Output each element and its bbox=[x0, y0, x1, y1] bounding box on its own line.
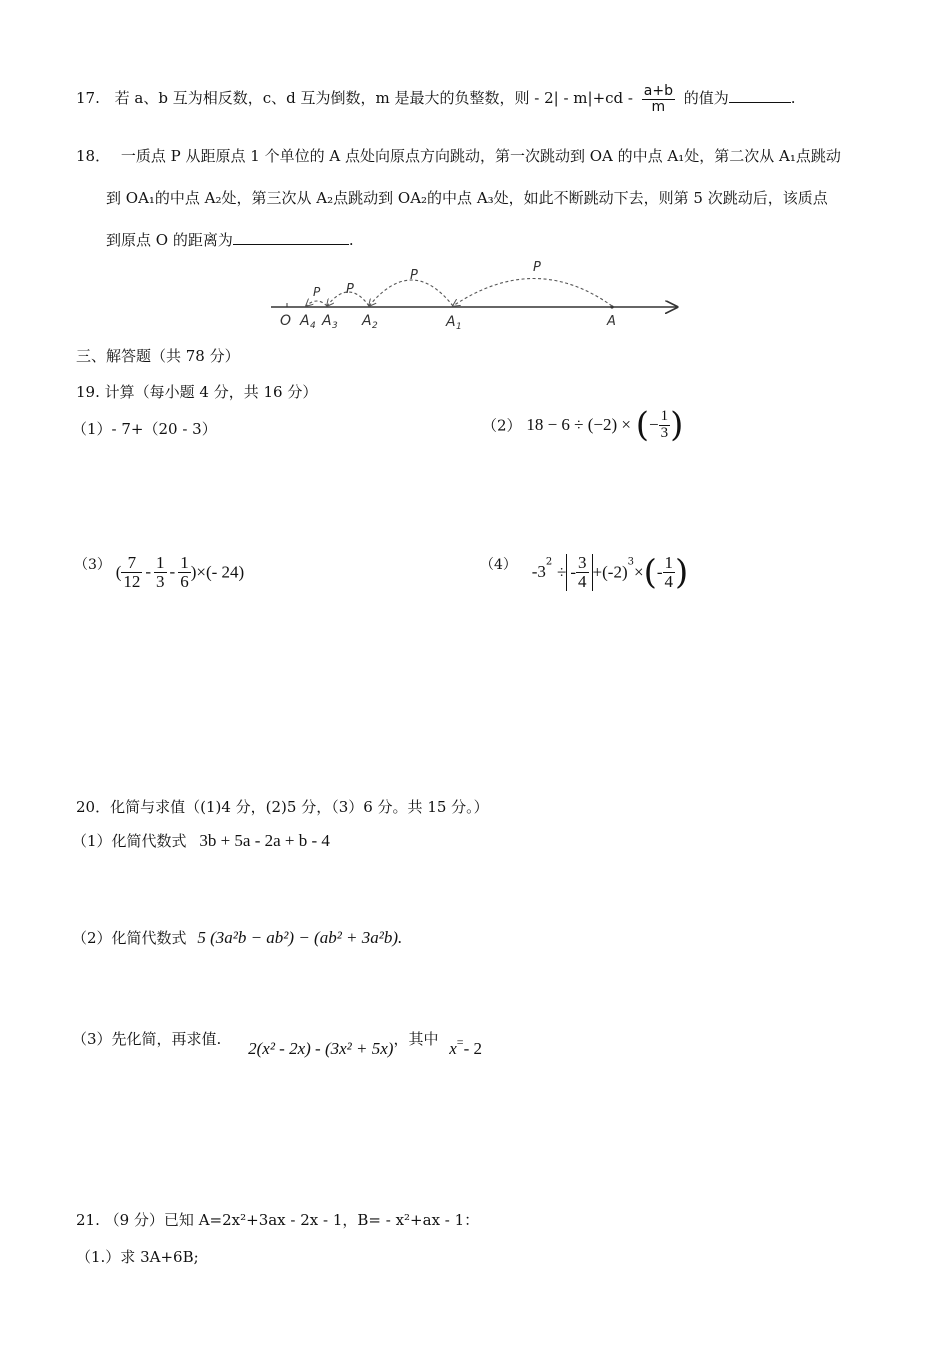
q20-part3-var: x bbox=[449, 1039, 457, 1058]
q19-part3-label: （3） bbox=[74, 557, 111, 573]
q19-part4-frac1-num: 3 bbox=[578, 553, 587, 572]
q19-part4 bbox=[480, 554, 688, 591]
q19-part4-lparen: ( bbox=[643, 552, 657, 593]
q17-answer-blank[interactable] bbox=[729, 88, 791, 103]
q21-part1: （1.）求 3A+6B; bbox=[76, 1248, 199, 1266]
q19-part4-frac2-den: 4 bbox=[664, 571, 674, 591]
q17-frac-num: a+b bbox=[643, 83, 673, 99]
q19-part2-rparen: ) bbox=[670, 405, 684, 445]
label-a: A bbox=[607, 314, 616, 329]
q17-number: 17. bbox=[76, 89, 100, 108]
q19-part4-div: ÷ bbox=[557, 562, 567, 582]
q20-part1 bbox=[72, 830, 330, 851]
q19-part4-exp: 2 bbox=[545, 556, 553, 568]
jump-arc-2 bbox=[369, 280, 453, 306]
q19-part4-neg2: - bbox=[656, 562, 663, 582]
q19-part4-frac1-den: 4 bbox=[578, 571, 587, 591]
q18-line3 bbox=[106, 229, 354, 250]
q19-part3 bbox=[74, 554, 244, 591]
q19-part2-frac-den: 3 bbox=[660, 424, 669, 441]
jump-label-3: P bbox=[346, 282, 354, 297]
q19-title: 19. 计算（每小题 4 分，共 16 分） bbox=[76, 383, 318, 401]
q18-number: 18． bbox=[76, 147, 111, 165]
q19-part4-base: -3 bbox=[531, 562, 546, 582]
label-origin: O bbox=[280, 313, 292, 329]
q19-part3-frac3-den: 6 bbox=[180, 571, 189, 591]
number-line-figure bbox=[265, 256, 685, 334]
q20-part2-expr: 5 (3a²b − ab²) − (ab² + 3a²b). bbox=[197, 928, 403, 947]
q19-part4-neg: - bbox=[570, 562, 577, 582]
jump-arc-4 bbox=[306, 301, 327, 306]
q17 bbox=[76, 84, 796, 114]
q17-text: 若 a、b 互为相反数，c、d 互为倒数，m 是最大的负整数，则 - 2| - m|+cd - bbox=[114, 89, 633, 108]
q20-part1-expr: 3b + 5a - 2a + b - 4 bbox=[199, 831, 330, 850]
label-a1: A bbox=[446, 314, 456, 330]
q19-part3-tail: )×(- 24) bbox=[190, 562, 245, 582]
q19-part3-frac3 bbox=[178, 554, 191, 591]
q19-part3-frac2 bbox=[154, 554, 167, 591]
q21-title: 21. （9 分）已知 A=2x²+3ax - 2x - 1，B= - x²+ax - 1： bbox=[76, 1211, 480, 1229]
q17-text-tail: 的值为 bbox=[683, 89, 729, 108]
q19-part4-b-exp: 3 bbox=[627, 556, 634, 568]
q19-part3-minus1: - bbox=[145, 562, 152, 582]
q20-part2-label: （2）化简代数式 bbox=[72, 929, 187, 947]
q19-part2-label: （2） bbox=[482, 416, 522, 435]
q19-part3-frac1 bbox=[121, 554, 142, 591]
jump-label-1: P bbox=[533, 260, 541, 275]
q20-part3-expr: 2(x² - 2x) - (3x² + 5x) bbox=[248, 1039, 394, 1058]
q19-part2-frac-num: 1 bbox=[660, 407, 669, 424]
q20-part3-label: （3） bbox=[72, 1030, 112, 1048]
q17-end: . bbox=[790, 89, 796, 108]
label-a2-sub: 2 bbox=[372, 321, 378, 331]
q19-part3-frac1-num: 7 bbox=[121, 554, 142, 573]
q19-part3-frac2-den: 3 bbox=[156, 571, 165, 591]
q19-part1 bbox=[72, 418, 217, 439]
q18-text-1: 一质点 P 从距原点 1 个单位的 A 点处向原点方向跳动，第一次跳动到 OA 的中点 A₁处，第二次从 A₁点跳动 bbox=[120, 147, 841, 165]
jump-label-4: P bbox=[313, 285, 321, 299]
q19-part2-lparen: ( bbox=[635, 405, 650, 445]
q19-part4-b: (-2) bbox=[602, 562, 628, 582]
q19-part4-plus: + bbox=[592, 562, 603, 582]
label-a4-sub: 4 bbox=[310, 321, 316, 331]
q20-part3-comma: ，其中 bbox=[393, 1030, 439, 1048]
jump-label-2: P bbox=[410, 268, 418, 283]
q18-line1 bbox=[76, 145, 841, 166]
q20-part2 bbox=[72, 927, 402, 948]
label-a1-sub: 1 bbox=[456, 322, 462, 332]
label-a3: A bbox=[322, 313, 332, 329]
q19-part1-label: （1） bbox=[72, 420, 112, 438]
label-a3-sub: 3 bbox=[332, 321, 338, 331]
q17-frac-den: m bbox=[651, 98, 666, 115]
q19-part4-rparen: ) bbox=[675, 552, 689, 593]
q17-fraction bbox=[642, 84, 675, 114]
q19-part4-abs bbox=[566, 554, 592, 591]
q20-part3-eq: = bbox=[456, 1035, 464, 1049]
label-a4: A bbox=[300, 313, 310, 329]
q19-part3-minus2: - bbox=[169, 562, 176, 582]
q19-part4-frac2-num: 1 bbox=[664, 553, 674, 572]
q20-part1-label: （1）化简代数式 bbox=[72, 832, 187, 850]
q19-part4-frac2 bbox=[663, 554, 676, 591]
q19-part2-neg: − bbox=[649, 415, 659, 434]
q19-part4-times: × bbox=[634, 562, 644, 582]
q18-line2: 到 OA₁的中点 A₂处，第三次从 A₂点跳动到 OA₂的中点 A₃处，如此不断跳动下去，则第 5 次跳动后，该质点 bbox=[106, 189, 828, 207]
q19-part3-frac2-num: 1 bbox=[156, 553, 165, 572]
q19-part2-fraction bbox=[659, 409, 671, 442]
q19-part3-frac1-den: 12 bbox=[123, 571, 141, 591]
q19-part3-frac3-num: 1 bbox=[180, 553, 189, 572]
q19-part2-expr: 18 − 6 ÷ (−2) × bbox=[526, 415, 631, 434]
q19-part4-label: （4） bbox=[480, 557, 517, 573]
q19-part1-expr: - 7+（20 - 3） bbox=[111, 420, 217, 438]
q19-part2 bbox=[482, 405, 684, 445]
q19-part4-frac1 bbox=[576, 554, 589, 591]
section-title: 三、解答题（共 78 分） bbox=[76, 347, 240, 365]
q19-part3-lparen: ( bbox=[115, 562, 122, 582]
q20-part3-val: - 2 bbox=[463, 1039, 482, 1058]
q20-part3 bbox=[72, 1028, 482, 1058]
q20-part3-text: 先化简，再求值. bbox=[111, 1030, 222, 1048]
q18-end: . bbox=[348, 231, 354, 249]
jump-arc-1 bbox=[453, 279, 612, 307]
q18-answer-blank[interactable] bbox=[233, 230, 349, 245]
q20-title: 20．化简与求值（(1)4 分，(2)5 分，（3）6 分。共 15 分。） bbox=[76, 798, 489, 816]
label-a2: A bbox=[362, 313, 372, 329]
q18-text-3: 到原点 O 的距离为 bbox=[106, 231, 233, 249]
